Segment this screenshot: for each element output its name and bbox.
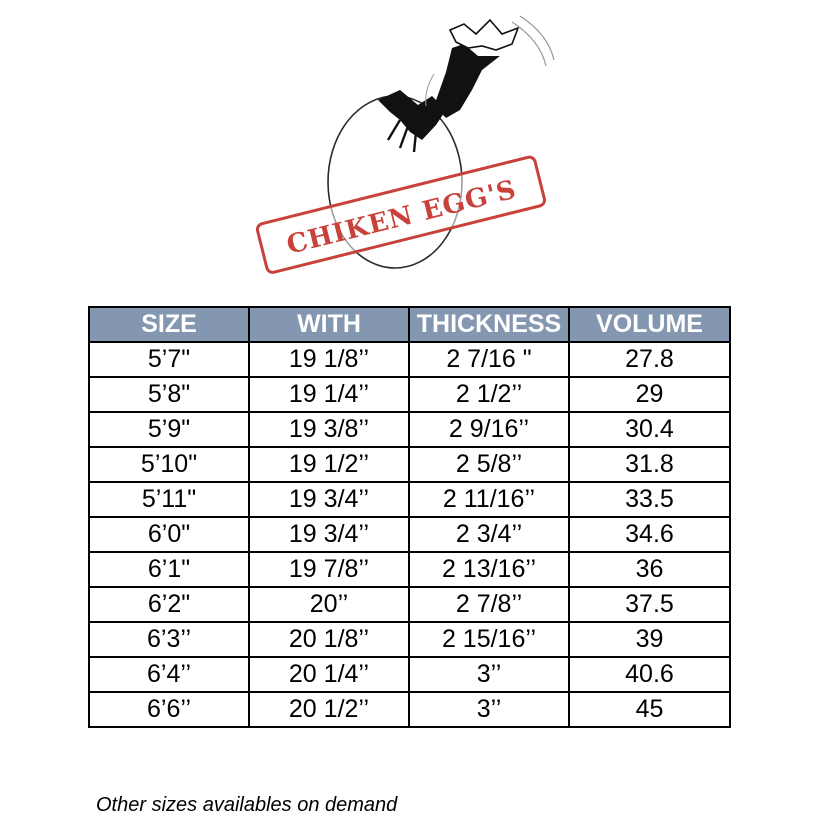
- thickness-cell: 2 5/8’’: [409, 447, 569, 482]
- thickness-cell: 2 15/16’’: [409, 622, 569, 657]
- size-cell: 6’6’’: [89, 692, 249, 727]
- size-cell: 6’1": [89, 552, 249, 587]
- size-cell: 6’4’’: [89, 657, 249, 692]
- with-cell: 19 3/4’’: [249, 517, 409, 552]
- egg-bird-logo-icon: [250, 10, 560, 280]
- size-cell: 6’2": [89, 587, 249, 622]
- with-cell: 19 7/8’’: [249, 552, 409, 587]
- size-cell: 5’8": [89, 377, 249, 412]
- table-row: [89, 657, 730, 692]
- with-cell: 19 1/2’’: [249, 447, 409, 482]
- thickness-cell: 2 13/16’’: [409, 552, 569, 587]
- size-cell: 6’0": [89, 517, 249, 552]
- table-row: [89, 587, 730, 622]
- volume-cell: 40.6: [569, 657, 730, 692]
- volume-cell: 36: [569, 552, 730, 587]
- table-row: [89, 447, 730, 482]
- table-row: [89, 692, 730, 727]
- chiken-eggs-logo: [250, 10, 560, 280]
- table-row: [89, 517, 730, 552]
- column-header-thickness: THICKNESS: [409, 307, 569, 342]
- volume-cell: 31.8: [569, 447, 730, 482]
- size-cell: 5’10": [89, 447, 249, 482]
- availability-note: Other sizes availables on demand: [96, 794, 398, 816]
- with-cell: 19 1/4’’: [249, 377, 409, 412]
- volume-cell: 37.5: [569, 587, 730, 622]
- with-cell: 19 1/8’’: [249, 342, 409, 377]
- table-header-row: [89, 307, 730, 342]
- volume-cell: 45: [569, 692, 730, 727]
- size-cell: 5’9": [89, 412, 249, 447]
- with-cell: 19 3/4’’: [249, 482, 409, 517]
- column-header-size: SIZE: [89, 307, 249, 342]
- volume-cell: 33.5: [569, 482, 730, 517]
- column-header-with: WITH: [249, 307, 409, 342]
- with-cell: 20 1/2’’: [249, 692, 409, 727]
- with-cell: 20 1/8’’: [249, 622, 409, 657]
- volume-cell: 39: [569, 622, 730, 657]
- table-row: [89, 342, 730, 377]
- stamp-banner: [256, 156, 546, 274]
- size-chart-table: [88, 306, 731, 728]
- volume-cell: 29: [569, 377, 730, 412]
- size-cell: 6’3’’: [89, 622, 249, 657]
- with-cell: 20 1/4’’: [249, 657, 409, 692]
- with-cell: 19 3/8’’: [249, 412, 409, 447]
- volume-cell: 34.6: [569, 517, 730, 552]
- volume-cell: 30.4: [569, 412, 730, 447]
- thickness-cell: 2 11/16’’: [409, 482, 569, 517]
- table-row: [89, 412, 730, 447]
- logo-name-text: CHIKEN EGG'S: [283, 174, 520, 261]
- thickness-cell: 2 1/2’’: [409, 377, 569, 412]
- size-cell: 5’11": [89, 482, 249, 517]
- thickness-cell: 2 7/8’’: [409, 587, 569, 622]
- bird-body-icon: [378, 90, 446, 140]
- with-cell: 20’’: [249, 587, 409, 622]
- thickness-cell: 3’’: [409, 692, 569, 727]
- thickness-cell: 3’’: [409, 657, 569, 692]
- table-row: [89, 622, 730, 657]
- thickness-cell: 2 7/16 ": [409, 342, 569, 377]
- thickness-cell: 2 3/4’’: [409, 517, 569, 552]
- table-row: [89, 482, 730, 517]
- bird-wing-icon: [434, 44, 500, 118]
- thickness-cell: 2 9/16’’: [409, 412, 569, 447]
- table-row: [89, 377, 730, 412]
- table-row: [89, 552, 730, 587]
- column-header-volume: VOLUME: [569, 307, 730, 342]
- volume-cell: 27.8: [569, 342, 730, 377]
- size-cell: 5’7": [89, 342, 249, 377]
